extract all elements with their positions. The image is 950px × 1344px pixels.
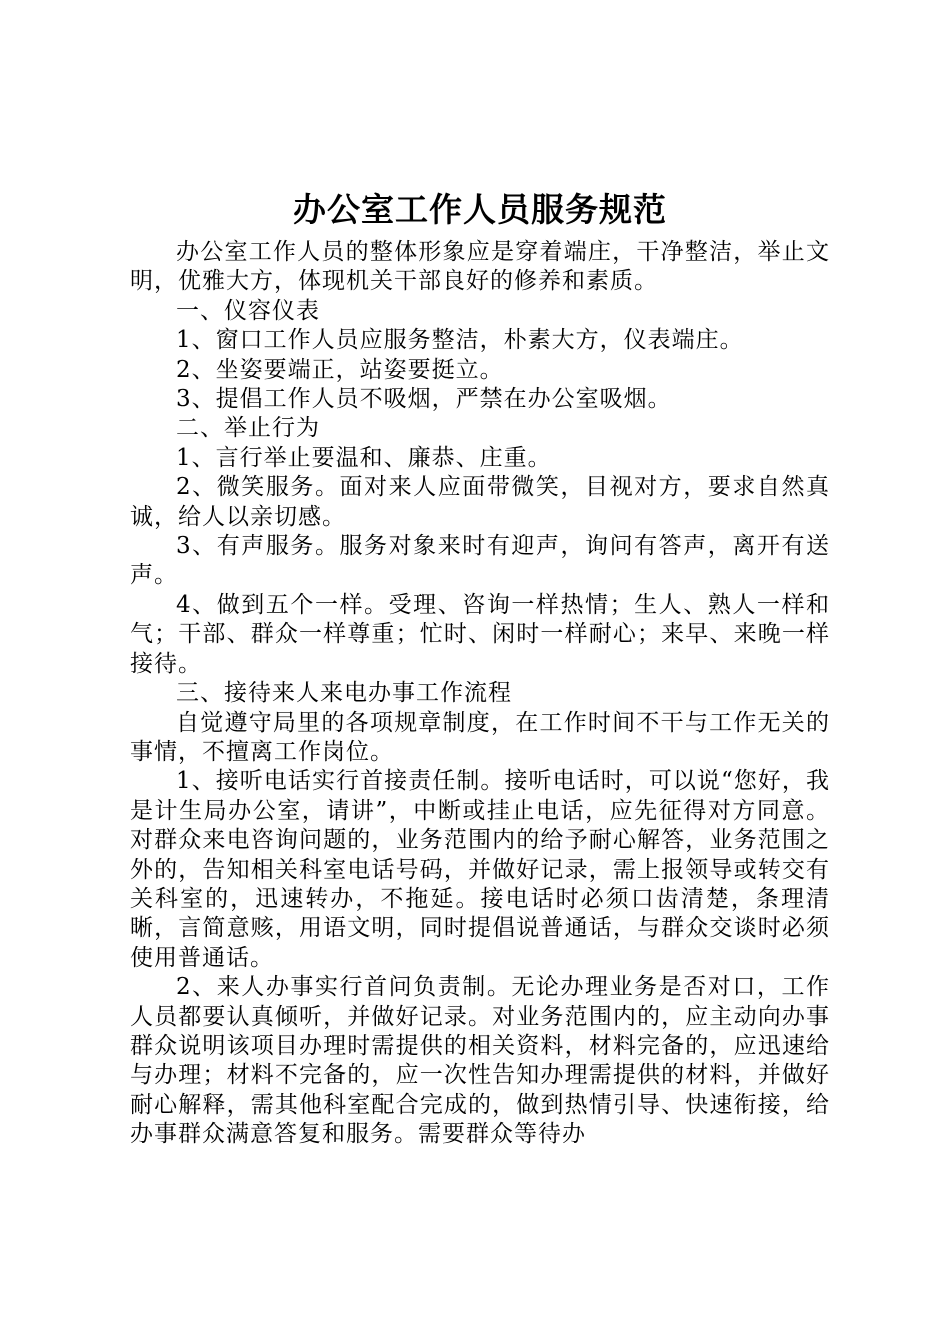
paragraph-workflow-1: 1、接听电话实行首接责任制。接听电话时，可以说“您好，我是计生局办公室，请讲”，中断或挂止电话，应先征得对方同意。对群众来电咨询问题的，业务范围内的给予耐心解答，业务范围之外的，告知相关科室电话号码，并做好记录，需上报领导或转交有关科室的，迅速转办，不拖延。接电话时必须口齿清楚，条理清晰，言简意赅，用语文明，同时提倡说普通话，与群众交谈时必须使用普通话。	[130, 768, 830, 971]
section-heading-behavior: 二、举止行为	[176, 415, 320, 442]
paragraph-behavior-1: 1、言行举止要温和、廉恭、庄重。	[176, 444, 552, 471]
paragraph-behavior-3: 3、有声服务。服务对象来时有迎声，询问有答声，离开有送声。	[130, 533, 830, 589]
document-page	[130, 182, 830, 1150]
paragraph-appearance-1: 1、窗口工作人员应服务整洁，朴素大方，仪表端庄。	[176, 327, 744, 354]
paragraph-appearance-3: 3、提倡工作人员不吸烟，严禁在办公室吸烟。	[176, 386, 672, 413]
paragraph-behavior-2: 2、微笑服务。面对来人应面带微笑，目视对方，要求自然真诚，给人以亲切感。	[130, 474, 830, 530]
section-heading-workflow: 三、接待来人来电办事工作流程	[176, 680, 512, 707]
paragraph-workflow-2: 2、来人办事实行首问负责制。无论办理业务是否对口，工作人员都要认真倾听，并做好记录。对业务范围内的，应主动向办事群众说明该项目办理时需提供的相关资料，材料完备的，应迅速给与办理；材料不完备的，应一次性告知办理需提供的材料，并做好耐心解释，需其他科室配合完成的，做到热情引导、快速衔接，给办事群众满意答复和服务。需要群众等待办	[130, 974, 830, 1148]
paragraph-workflow-intro: 自觉遵守局里的各项规章制度，在工作时间不干与工作无关的事情，不擅离工作岗位。	[130, 709, 830, 765]
paragraph-behavior-4: 4、做到五个一样。受理、咨询一样热情；生人、熟人一样和气；干部、群众一样尊重；忙时、闲时一样耐心；来早、来晚一样接待。	[130, 591, 830, 677]
section-heading-appearance: 一、仪容仪表	[176, 297, 320, 324]
paragraph-appearance-2: 2、坐姿要端正，站姿要挺立。	[176, 356, 504, 383]
document-title: 办公室工作人员服务规范	[293, 190, 667, 229]
paragraph-intro: 办公室工作人员的整体形象应是穿着端庄，干净整洁，举止文明，优雅大方，体现机关干部良好的修养和素质。	[130, 239, 830, 295]
